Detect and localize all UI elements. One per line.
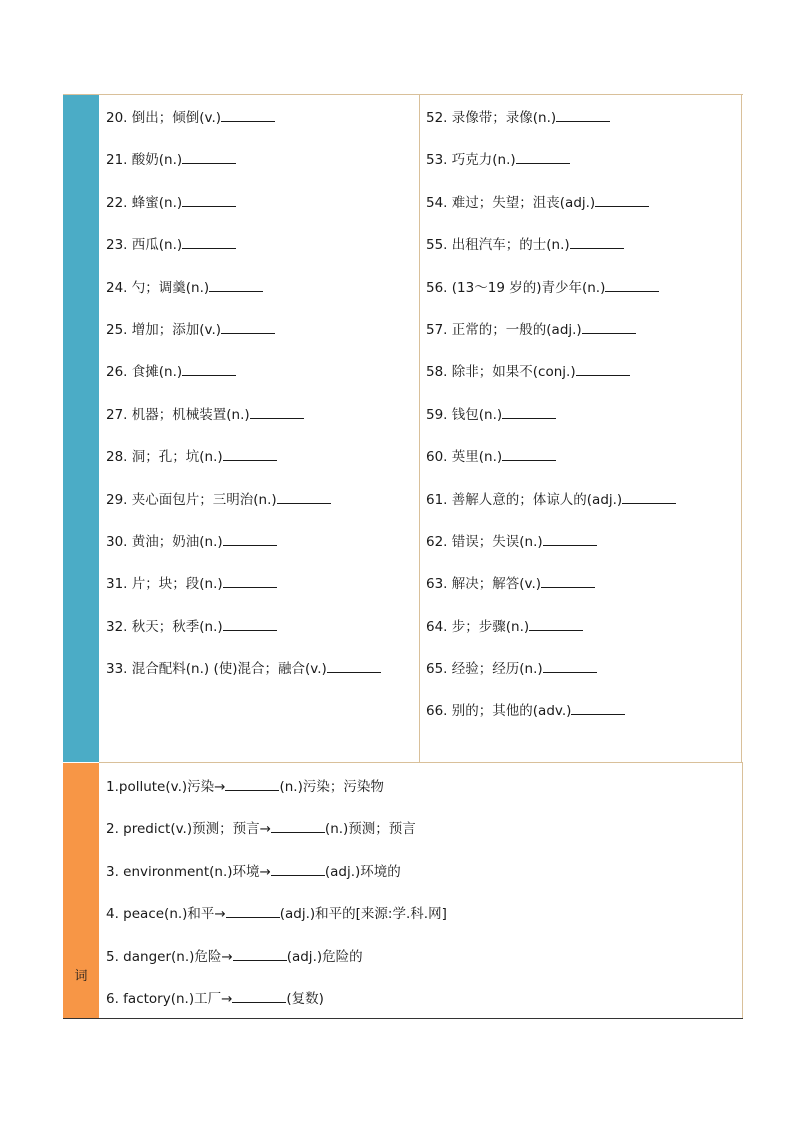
word-forms-section-band — [63, 763, 99, 1018]
list-item: 56. (13～19 岁的)青少年(n.) — [426, 277, 676, 319]
answer-blank[interactable] — [182, 149, 236, 164]
list-item: 66. 别的；其他的(adv.) — [426, 700, 676, 742]
list-item: 1.pollute(v.)污染→ (n.)污染；污染物 — [106, 776, 447, 818]
answer-blank[interactable] — [182, 361, 236, 376]
list-item: 26. 食摊(n.) — [106, 361, 381, 403]
answer-blank[interactable] — [576, 361, 630, 376]
list-item: 31. 片；块；段(n.) — [106, 573, 381, 615]
answer-blank[interactable] — [541, 573, 595, 588]
answer-blank[interactable] — [543, 531, 597, 546]
list-item: 2. predict(v.)预测；预言→ (n.)预测；预言 — [106, 818, 447, 860]
list-item: 64. 步；步骤(n.) — [426, 616, 676, 658]
list-item: 61. 善解人意的；体谅人的(adj.) — [426, 489, 676, 531]
vocab-section-band — [63, 95, 99, 762]
list-item: 21. 酸奶(n.) — [106, 149, 381, 191]
answer-blank[interactable] — [209, 277, 263, 292]
answer-blank[interactable] — [271, 818, 325, 833]
list-item: 23. 西瓜(n.) — [106, 234, 381, 276]
answer-blank[interactable] — [226, 903, 280, 918]
list-item: 55. 出租汽车；的士(n.) — [426, 234, 676, 276]
answer-blank[interactable] — [277, 489, 331, 504]
list-item: 52. 录像带；录像(n.) — [426, 107, 676, 149]
answer-blank[interactable] — [502, 446, 556, 461]
answer-blank[interactable] — [516, 149, 570, 164]
answer-blank[interactable] — [582, 319, 636, 334]
vocab-list-left — [106, 107, 381, 700]
vocab-list-right — [426, 107, 676, 743]
answer-blank[interactable] — [250, 404, 304, 419]
answer-blank[interactable] — [182, 192, 236, 207]
list-item: 30. 黄油；奶油(n.) — [106, 531, 381, 573]
list-item: 4. peace(n.)和平→ (adj.)和平的[来源:学.科.网] — [106, 903, 447, 945]
answer-blank[interactable] — [327, 658, 381, 673]
list-item: 28. 洞；孔；坑(n.) — [106, 446, 381, 488]
list-item: 58. 除非；如果不(conj.) — [426, 361, 676, 403]
answer-blank[interactable] — [223, 573, 277, 588]
word-forms-list — [106, 776, 447, 1030]
list-item: 54. 难过；失望；沮丧(adj.) — [426, 192, 676, 234]
list-item: 62. 错误；失误(n.) — [426, 531, 676, 573]
answer-blank[interactable] — [556, 107, 610, 122]
answer-blank[interactable] — [221, 319, 275, 334]
answer-blank[interactable] — [605, 277, 659, 292]
list-item: 59. 钱包(n.) — [426, 404, 676, 446]
answer-blank[interactable] — [543, 658, 597, 673]
answer-blank[interactable] — [570, 234, 624, 249]
list-item: 24. 勺；调羹(n.) — [106, 277, 381, 319]
list-item: 20. 倒出；倾倒(v.) — [106, 107, 381, 149]
answer-blank[interactable] — [223, 616, 277, 631]
list-item: 5. danger(n.)危险→ (adj.)危险的 — [106, 946, 447, 988]
answer-blank[interactable] — [221, 107, 275, 122]
column-divider — [419, 95, 420, 762]
section-label: 词 — [74, 969, 88, 984]
answer-blank[interactable] — [232, 988, 286, 1003]
answer-blank[interactable] — [223, 531, 277, 546]
answer-blank[interactable] — [223, 446, 277, 461]
answer-blank[interactable] — [225, 776, 279, 791]
list-item: 57. 正常的；一般的(adj.) — [426, 319, 676, 361]
list-item: 65. 经验；经历(n.) — [426, 658, 676, 700]
list-item: 22. 蜂蜜(n.) — [106, 192, 381, 234]
list-item: 33. 混合配料(n.) (使)混合；融合(v.) — [106, 658, 381, 700]
list-item: 6. factory(n.)工厂→ (复数) — [106, 988, 447, 1030]
list-item: 25. 增加；添加(v.) — [106, 319, 381, 361]
list-item: 60. 英里(n.) — [426, 446, 676, 488]
list-item: 53. 巧克力(n.) — [426, 149, 676, 191]
list-item: 27. 机器；机械装置(n.) — [106, 404, 381, 446]
list-item: 3. environment(n.)环境→ (adj.)环境的 — [106, 861, 447, 903]
answer-blank[interactable] — [233, 946, 287, 961]
answer-blank[interactable] — [502, 404, 556, 419]
list-item: 32. 秋天；秋季(n.) — [106, 616, 381, 658]
list-item: 63. 解决；解答(v.) — [426, 573, 676, 615]
answer-blank[interactable] — [529, 616, 583, 631]
answer-blank[interactable] — [622, 489, 676, 504]
list-item: 29. 夹心面包片；三明治(n.) — [106, 489, 381, 531]
answer-blank[interactable] — [271, 861, 325, 876]
answer-blank[interactable] — [571, 700, 625, 715]
answer-blank[interactable] — [595, 192, 649, 207]
answer-blank[interactable] — [182, 234, 236, 249]
